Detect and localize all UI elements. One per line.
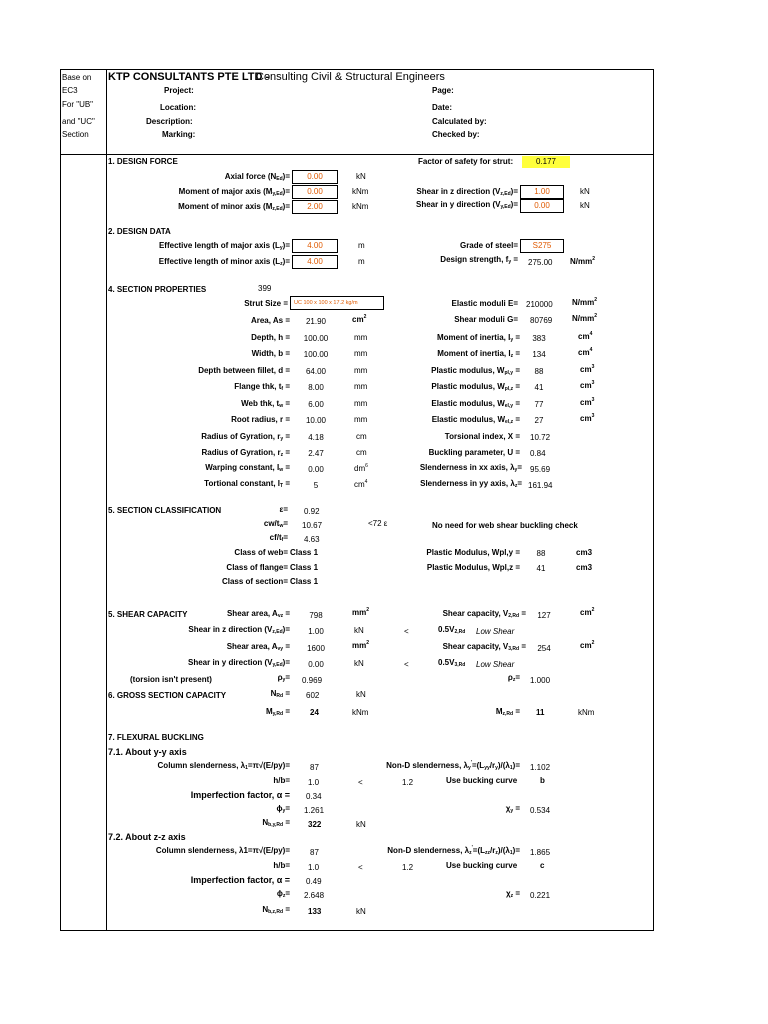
zz-nb-value: 133 [308, 907, 322, 916]
myrd-unit: kNm [352, 708, 369, 717]
shear-z-label: Shear in z direction $(V_{z,Ed})=$ [416, 187, 518, 197]
low-shear-z: Low Shear [476, 627, 515, 636]
zz-axis-title: 7.2. About z-z axis [108, 832, 186, 842]
avy-label: Shear area, $A_{vy}$ = [226, 642, 290, 652]
low-shear-y: Low Shear [476, 660, 515, 669]
zz-hb-label: h/b= [273, 861, 290, 870]
grade-input[interactable]: S275 [520, 239, 564, 253]
section-title-design-force: 1. DESIGN FORCE [108, 157, 178, 166]
yy-phi-label: $\phi_y=$ [276, 804, 290, 814]
company-tagline: Consulting Civil & Structural Engineers [256, 71, 445, 83]
depth-label: Depth, h = [251, 333, 290, 342]
shear-z-cap-label: Shear in z direction $(V_{z,Ed})=$ [188, 625, 290, 635]
cwtw-value: 10.67 [302, 521, 323, 530]
description-label: Description: [146, 117, 193, 126]
epsilon-value: 0.92 [304, 507, 320, 516]
root-radius-unit: mm [354, 415, 368, 424]
wely-value: 77 [534, 400, 544, 409]
section-title-classification: 5. SECTION CLASSIFICATION [108, 506, 222, 515]
warping-value: 0.00 [308, 465, 324, 474]
lz-unit: m [358, 257, 365, 266]
mzrd-value: 11 [536, 708, 545, 717]
zz-chi-value: 0.221 [530, 891, 551, 900]
grade-label: Grade of steel= [459, 241, 518, 250]
zz-nb-label: $N_{b,z,Rd}$ = [262, 905, 290, 915]
width-label: Width, b = [251, 349, 290, 358]
yy-phi-value: 1.261 [304, 806, 325, 815]
major-moment-label: Moment of major axis $(M_{y,Ed})=$ [178, 187, 290, 197]
welz-label: Elastic modulus, $W_{el,z}$ = [431, 415, 520, 425]
section-title-shear: 5. SHEAR CAPACITY [108, 610, 188, 619]
width-unit: mm [354, 349, 368, 358]
shear-z-cap-unit: kN [354, 626, 364, 635]
marking-label: Marking: [162, 130, 196, 139]
web-thk-label: Web thk, $t_w$ = [241, 399, 290, 409]
slender-xx-value: 95.69 [530, 465, 551, 474]
cwtw-check: <72 ε [368, 519, 388, 528]
slender-yy-value: 161.94 [528, 481, 553, 490]
wely-label: Elastic modulus, $W_{el,y}$ = [431, 399, 520, 409]
yy-limit: 1.2 [402, 778, 414, 787]
yy-curve-value: b [540, 776, 545, 785]
sidebar-line-4: and "UC" [62, 117, 95, 126]
yy-chi-label: $\chi_y$ = [505, 804, 520, 814]
sidebar-divider [106, 69, 107, 931]
zz-alpha-value: 0.49 [306, 877, 322, 886]
wply-unit: $cm^3$ [580, 364, 595, 374]
shear-y-lt: < [404, 660, 409, 669]
header-divider [60, 154, 654, 155]
lz-input[interactable]: 4.00 [292, 255, 338, 269]
ry-unit: cm [356, 432, 367, 441]
root-radius-label: Root radius, r = [231, 415, 290, 424]
web-thk-value: 6.00 [308, 400, 324, 409]
wplz-class-value: 41 [536, 564, 546, 573]
fy-label: Design strength, $f_y$ = [440, 255, 518, 265]
strut-size-input[interactable]: UC 100 x 100 x 17.2 kg/m [290, 296, 384, 310]
shear-z-cap-value: 1.00 [308, 627, 324, 636]
yy-hb-label: h/b= [273, 776, 290, 785]
width-value: 100.00 [303, 350, 329, 359]
fos-label: Factor of safety for strut: [418, 157, 514, 166]
location-label: Location: [160, 103, 196, 112]
cwtw-label-text: cw/t [263, 519, 280, 528]
zz-lam1-value: 87 [310, 848, 319, 857]
iy-value: 383 [532, 334, 546, 343]
yy-nb-label: $N_{b,y,Rd}$ = [262, 818, 290, 828]
zz-curve-label: Use bucking curve [446, 861, 518, 870]
zz-phi-label: $\phi_z=$ [276, 889, 290, 899]
ry-label: Radius of Gyration, $r_y$ = [201, 432, 290, 442]
avz-unit: $mm^2$ [352, 607, 370, 617]
rhoy-label: $\rho_y=$ [277, 673, 290, 683]
sidebar-line-5: Section [62, 130, 89, 139]
epsilon-label: ε= [279, 505, 288, 514]
depth-value: 100.00 [303, 334, 329, 343]
axial-force-unit: kN [356, 172, 366, 181]
axial-force-label: Axial force $(N_{Ed})=$ [224, 172, 290, 182]
minor-moment-unit: kNm [352, 202, 369, 211]
wply-class-label: Plastic Modulus, Wpl,y = [426, 548, 520, 557]
class-flange-label: Class of flange= [226, 563, 288, 572]
sheet-frame [60, 69, 654, 931]
calculated-label: Calculated by: [432, 117, 487, 126]
avz-label: Shear area, $A_{vz}$ = [226, 609, 290, 619]
v2rd-value: 127 [537, 611, 551, 620]
g-label: Shear moduli G= [454, 315, 518, 324]
sidebar-line-1: Base on [62, 73, 92, 82]
major-moment-input[interactable]: 0.00 [292, 185, 338, 199]
zz-chi-label: $\chi_z$ = [505, 889, 520, 899]
zz-phi-value: 2.648 [304, 891, 325, 900]
flange-thk-value: 8.00 [308, 383, 324, 392]
torsional-index-value: 10.72 [530, 433, 551, 442]
buckling-param-value: 0.84 [530, 449, 546, 458]
fos-value: 0.177 [522, 156, 570, 168]
class-flange-value: Class 1 [290, 563, 319, 572]
sidebar-line-2: EC3 [62, 86, 78, 95]
half-v2rd: $0.5V_{2,Rd}$ [438, 625, 466, 635]
wely-unit: $cm^3$ [580, 397, 595, 407]
cftf-label: $cf/t_f=$ [269, 533, 288, 543]
wplz-class-label: Plastic Modulus, Wpl,z = [426, 563, 520, 572]
zz-limit: 1.2 [402, 863, 414, 872]
zz-col-slender-label: Column slenderness, λ1=π√(E/py)= [155, 846, 290, 855]
depth-fillet-unit: mm [354, 366, 368, 375]
avy-unit: $mm^2$ [352, 640, 370, 650]
e-unit: $N/mm^2$ [572, 297, 598, 307]
yy-alpha-value: 0.34 [306, 792, 322, 801]
wplz-unit: $cm^3$ [580, 380, 595, 390]
zz-lambar-value: 1.865 [530, 848, 551, 857]
page-label: Page: [432, 86, 454, 95]
fy-value: 275.00 [528, 258, 553, 267]
yy-nb-value: 322 [308, 820, 322, 829]
rz-unit: cm [356, 448, 367, 457]
ly-unit: m [358, 241, 365, 250]
warping-label: Warping constant, $I_w$ = [205, 463, 290, 473]
mzrd-label: $M_{z,Rd}$ = [495, 707, 520, 717]
myrd-value: 24 [310, 708, 319, 717]
root-radius-value: 10.00 [305, 416, 327, 425]
shear-y-cap-value: 0.00 [308, 660, 324, 669]
zz-lt: < [358, 863, 363, 872]
e-value: 210000 [526, 300, 553, 309]
rz-label: Radius of Gyration, $r_z$ = [201, 448, 290, 458]
flange-thk-label: Flange thk, $t_f$ = [234, 382, 290, 392]
major-moment-unit: kNm [352, 187, 369, 196]
shear-z-lt: < [404, 627, 409, 636]
depth-fillet-label: Depth between fillet, d = [198, 366, 290, 375]
zz-nb-unit: kN [356, 907, 366, 916]
lz-label: Effective length of minor axis $(L_z)=$ [158, 257, 290, 267]
rz-value: 2.47 [308, 449, 324, 458]
shear-y-unit: kN [580, 201, 590, 210]
fy-unit: $N/mm^2$ [570, 256, 596, 266]
slender-yy-label: Slenderness in yy axis, $\lambda_z=$ [420, 479, 522, 489]
v2rd-unit: $cm^2$ [580, 607, 595, 617]
v3rd-label: Shear capacity, $V_{3,Rd}$ = [442, 642, 526, 652]
zz-nondim-label: Non-D slenderness, $\lambda_z'=(L_{zz}/r_z)/(\lambda_1)=$ [387, 845, 520, 856]
wplz-class-unit: cm3 [576, 563, 593, 572]
section-code: 399 [258, 284, 272, 293]
section-title-gross: 6. GROSS SECTION CAPACITY [108, 691, 227, 700]
g-value: 80769 [530, 316, 553, 325]
rhoz-value: 1.000 [530, 676, 551, 685]
shear-y-cap-unit: kN [354, 659, 364, 668]
minor-moment-label: Moment of minor axis $(M_{z,Ed})=$ [178, 202, 290, 212]
nrd-value: 602 [306, 691, 320, 700]
torsional-const-label: Tortional constant, $I_T$ = [204, 479, 290, 489]
section-title-properties: 4. SECTION PROPERTIES [108, 285, 207, 294]
sidebar-line-3: For "UB" [62, 100, 94, 109]
nrd-unit: kN [356, 690, 366, 699]
yy-lt: < [358, 778, 363, 787]
shear-y-input[interactable]: 0.00 [520, 199, 564, 213]
company-name: KTP CONSULTANTS PTE LTD - [108, 71, 270, 83]
checked-label: Checked by: [432, 130, 480, 139]
project-label: Project: [164, 86, 194, 95]
torsional-const-unit: $cm^4$ [354, 479, 368, 489]
shear-z-unit: kN [580, 187, 590, 196]
torsion-note: (torsion isn't present) [130, 675, 212, 684]
yy-col-slender-label: Column slenderness, $\lambda_1=\pi√(E/py)=$ [157, 761, 290, 771]
rhoz-label: $\rho_z=$ [507, 673, 520, 683]
wply-value: 88 [534, 367, 544, 376]
avy-value: 1600 [307, 644, 325, 653]
wply-class-value: 88 [536, 549, 546, 558]
yy-curve-label: Use bucking curve [446, 776, 518, 785]
section-title-buckling: 7. FLEXURAL BUCKLING [108, 733, 204, 742]
yy-hb-value: 1.0 [308, 778, 320, 787]
slender-xx-label: Slenderness in xx axis, $\lambda_y=$ [419, 463, 522, 473]
wplz-label: Plastic modulus, $W_{pl,z}$ = [431, 382, 520, 392]
date-label: Date: [432, 103, 453, 112]
zz-imp-label: Imperfection factor, α = [190, 875, 290, 885]
iz-value: 134 [532, 350, 546, 359]
iy-label: Moment of inertia, $I_y$ = [436, 333, 520, 343]
rhoy-value: 0.969 [302, 676, 323, 685]
e-label: Elastic moduli E= [451, 299, 518, 308]
strut-size-label: Strut Size = [244, 299, 288, 308]
myrd-label: $M_{y,Rd}$ = [265, 707, 290, 717]
yy-chi-value: 0.534 [530, 806, 551, 815]
iz-label: Moment of inertia, $I_z$ = [437, 349, 520, 359]
mzrd-unit: kNm [578, 708, 595, 717]
shear-y-label: Shear in y direction $(V_{y,Ed})=$ [415, 200, 518, 210]
section-title-design-data: 2. DESIGN DATA [108, 227, 171, 236]
welz-unit: $cm^3$ [580, 413, 595, 423]
yy-imp-label: Imperfection factor, α = [190, 790, 290, 800]
yy-lam1-value: 87 [310, 763, 319, 772]
shear-z-input[interactable]: 1.00 [520, 185, 564, 199]
warping-unit: $dm^6$ [354, 463, 368, 473]
nrd-label: $N_{Rd}$ = [270, 689, 290, 699]
wplz-value: 41 [534, 383, 544, 392]
torsional-index-label: Torsional index, X = [444, 432, 520, 441]
area-label: Area, As = [250, 316, 290, 325]
yy-axis-title: 7.1. About y-y axis [108, 747, 187, 757]
yy-nb-unit: kN [356, 820, 366, 829]
cftf-value: 4.63 [304, 535, 320, 544]
class-web-label: Class of web= [234, 548, 288, 557]
iy-unit: $cm^4$ [578, 331, 593, 341]
area-unit: $cm^2$ [352, 314, 367, 324]
avz-value: 798 [309, 611, 323, 620]
g-unit: $N/mm^2$ [572, 313, 598, 323]
class-section-label: Class of section= [221, 577, 288, 586]
ly-label: Effective length of major axis $(L_y)=$ [158, 241, 290, 251]
class-web-value: Class 1 [290, 548, 319, 557]
wply-class-unit: cm3 [576, 548, 593, 557]
yy-nondim-label: Non-D slenderness, $\lambda_y'=(L_{yy}/r_y)/(\lambda_1)=$ [386, 760, 520, 771]
v2rd-label: Shear capacity, $V_{2,Rd}$ = [442, 609, 526, 619]
torsional-const-value: 5 [313, 481, 319, 490]
half-v3rd: $0.5V_{3,Rd}$ [438, 658, 466, 668]
minor-moment-input[interactable]: 2.00 [292, 200, 338, 214]
web-shear-note: No need for web shear buckling check [432, 521, 578, 530]
v3rd-value: 254 [537, 644, 551, 653]
axial-force-input[interactable]: 0.00 [292, 170, 338, 184]
welz-value: 27 [534, 416, 544, 425]
ry-value: 4.18 [308, 433, 324, 442]
yy-lambar-value: 1.102 [530, 763, 551, 772]
depth-fillet-value: 64.00 [305, 367, 327, 376]
buckling-param-label: Buckling parameter, U = [428, 448, 520, 457]
shear-y-cap-label: Shear in y direction $(V_{y,Ed})=$ [187, 658, 290, 668]
zz-curve-value: c [540, 861, 545, 870]
zz-hb-value: 1.0 [308, 863, 320, 872]
area-value: 21.90 [305, 317, 327, 326]
v3rd-unit: $cm^2$ [580, 640, 595, 650]
depth-unit: mm [354, 333, 368, 342]
web-thk-unit: mm [354, 399, 368, 408]
class-section-value: Class 1 [290, 577, 319, 586]
wply-label: Plastic modulus, $W_{pl,y}$ = [431, 366, 520, 376]
iz-unit: $cm^4$ [578, 347, 593, 357]
cwtw-label: $cw/t_w=$ [263, 519, 288, 529]
cftf-label-text: cf/t [269, 533, 282, 542]
ly-input[interactable]: 4.00 [292, 239, 338, 253]
flange-thk-unit: mm [354, 382, 368, 391]
